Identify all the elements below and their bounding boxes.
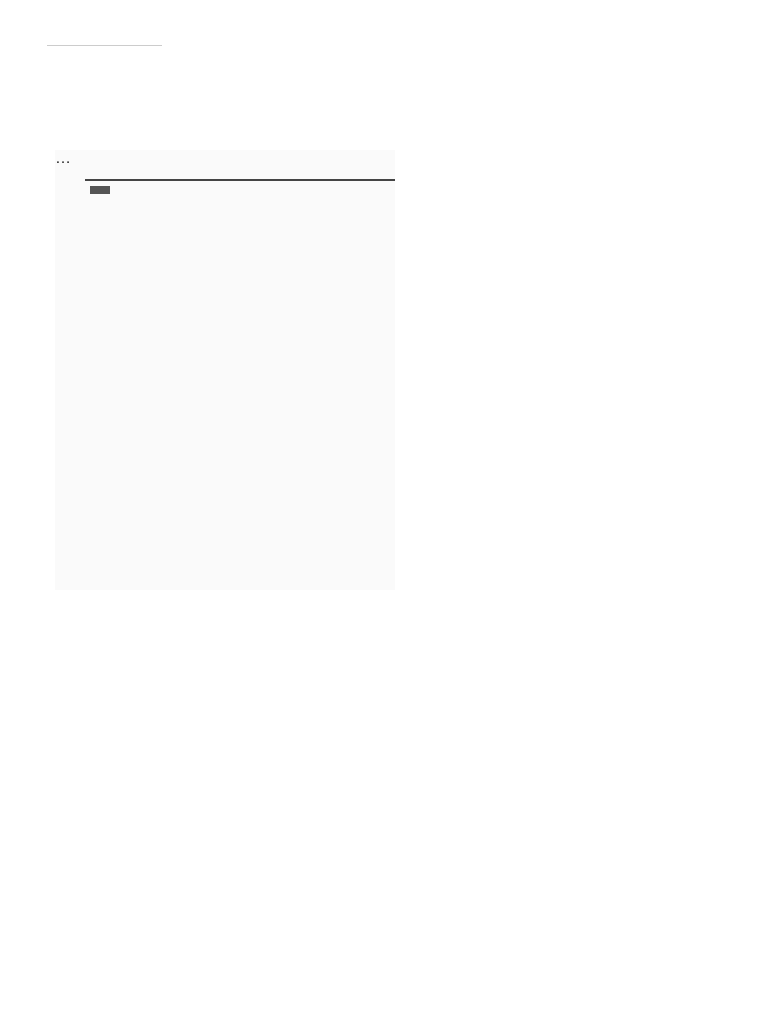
section-inequation (90, 186, 114, 194)
worksheet-page-1: … (55, 150, 395, 590)
section-badge (90, 186, 110, 194)
level-1-rule (85, 179, 395, 181)
header-underline (47, 45, 162, 46)
